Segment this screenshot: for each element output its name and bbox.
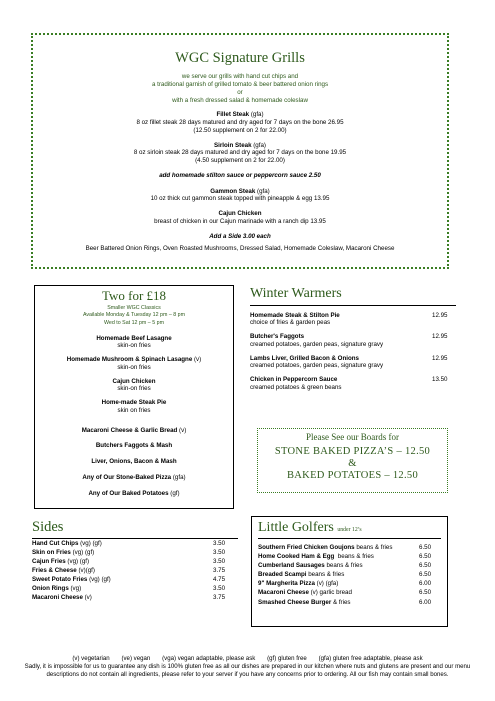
two-for-18-section [34, 285, 234, 509]
winter-item [250, 312, 456, 328]
side-name: Sweet Potato Fries [32, 576, 88, 584]
two-for-dish [35, 458, 233, 466]
golfers-title [258, 519, 441, 537]
grills-intro-line: a traditional garnish of grilled tomato & beer battered onion rings [151, 81, 329, 89]
side-name: Fries & Cheese [32, 567, 77, 575]
grills-sauce-note: add homemade stilton sauce or peppercorn sauce 2.50 [159, 171, 321, 179]
winter-item-desc: choice of fries & garden peas [250, 319, 331, 327]
two-for-dish [35, 442, 233, 450]
dish-tag: (gf) [168, 489, 180, 497]
grills-intro-line: we serve our grills with hand cut chips and [181, 73, 299, 81]
winter-item-desc: creamed potatoes, garden peas, signature gravy [250, 362, 384, 370]
side-tag: (vg) (gf) [65, 558, 90, 566]
side-item [32, 585, 238, 594]
side-tag: (v) [82, 594, 92, 602]
golfer-tag: beans & fries [354, 543, 393, 551]
golfer-price: 6.50 [419, 571, 432, 579]
side-item [32, 549, 238, 558]
golfers-title-text: Little Golfers [258, 520, 334, 535]
dish-sub: skin-on fries [117, 363, 151, 371]
grills-intro-line: with a fresh dressed salad & homemade coleslaw [172, 97, 308, 105]
dish-tag: (v) [192, 356, 202, 364]
golfer-tag: (v) (gfa) [314, 580, 339, 588]
golfer-item [258, 579, 441, 588]
divider [258, 538, 441, 539]
dietary-legend: (v) vegetarian (ve) vegan (vga) vegan adaptable, please ask (gf) gluten free (gfa) gluten free adaptable, please ask [72, 655, 423, 662]
grills-intro [33, 73, 447, 105]
two-for-availability [35, 305, 233, 326]
grill-item-name: Sirloin Steak [214, 141, 252, 149]
winter-item-price: 13.50 [432, 376, 448, 383]
winter-item [250, 355, 456, 371]
winter-item-price: 12.95 [432, 333, 448, 340]
side-price: 3.75 [213, 567, 226, 575]
dish-name: Macaroni Cheese & Garlic Bread [81, 426, 178, 434]
grill-item-supplement: (4.50 supplement on 2 for 22.00) [195, 157, 285, 165]
winter-item [250, 333, 456, 349]
two-for-dish [35, 474, 233, 482]
grill-item-desc: 8 oz fillet steak 28 days matured and dry aged for 7 days on the bone 26.95 [136, 119, 344, 127]
grills-intro-line: or [237, 89, 243, 97]
grills-side-list: Beer Battered Onion Rings, Oven Roasted Mushrooms, Dressed Salad, Homemade Coleslaw, Macaroni Cheese [85, 245, 395, 253]
divider [250, 305, 456, 306]
side-price: 3.50 [213, 558, 226, 566]
grill-item-tag: (gfa) [251, 141, 266, 149]
side-name: Cajun Fries [32, 558, 66, 566]
golfer-item [258, 588, 441, 597]
golfers-subtitle: under 12’s [337, 527, 362, 533]
boards-pizza-line: STONE BAKED PIZZA’S – 12.50 [274, 446, 431, 458]
winter-item-name: Lambs Liver, Grilled Bacon & Onions [250, 354, 359, 362]
side-price: 3.50 [213, 585, 226, 593]
golfer-tag: beans & fries [306, 571, 345, 579]
winter-item-desc: creamed potatoes & green beans [250, 383, 342, 391]
dish-tag: (v) [177, 426, 187, 434]
winter-item-name: Butcher's Faggots [250, 333, 305, 340]
grill-item-tag: (gfa) [255, 187, 270, 195]
two-for-sub-line: Wed to Sat 12 pm – 5 pm [104, 319, 164, 326]
little-golfers-section [251, 516, 448, 627]
side-price: 3.75 [213, 594, 226, 602]
dish-name: Any of Our Stone-Baked Pizza [82, 473, 172, 481]
dish-name: Cajun Chicken [112, 377, 156, 385]
golfer-price: 6.00 [419, 598, 432, 606]
golfer-name: Macaroni Cheese [258, 589, 309, 597]
side-tag: (vg) [68, 585, 82, 593]
side-tag: (vg) (gf) [78, 540, 102, 548]
golfer-price: 6.50 [419, 543, 432, 551]
dish-name: Butchers Faggots & Mash [95, 442, 173, 450]
two-for-dish [35, 490, 233, 498]
golfer-name: 9" Margherita Pizza [258, 580, 315, 588]
side-item [32, 540, 238, 549]
two-for-dish [35, 335, 233, 351]
side-price: 3.50 [213, 540, 226, 548]
golfer-tag: & fries [331, 598, 351, 606]
boards-notice [257, 428, 448, 493]
golfer-item [258, 552, 441, 561]
dish-sub: skin-on fries [117, 385, 151, 393]
boards-potatoes-line: BAKED POTATOES – 12.50 [287, 470, 418, 482]
side-name: Hand Cut Chips [32, 540, 79, 548]
two-for-dish [35, 399, 233, 415]
side-tag: (vg) (gf) [70, 549, 95, 557]
winter-item-desc: creamed potatoes, garden peas, signature gravy [250, 340, 384, 348]
two-for-title: Two for £18 [101, 288, 167, 303]
golfer-name: Home Cooked Ham & Egg [258, 552, 335, 560]
side-name: Onion Rings [32, 585, 69, 593]
dish-name: Liver, Onions, Bacon & Mash [91, 458, 177, 466]
sides-title: Sides [32, 519, 64, 535]
dish-sub: skin-on fries [117, 342, 151, 350]
golfer-item [258, 561, 441, 570]
grill-item-sirloin [33, 142, 447, 165]
golfer-price: 6.50 [419, 552, 432, 560]
winter-item-name: Homemade Steak & Stilton Pie [250, 311, 340, 319]
golfer-name: Smashed Cheese Burger [258, 598, 332, 606]
allergen-footer [10, 655, 485, 679]
side-item [32, 567, 238, 576]
golfer-tag: beans & fries [334, 552, 374, 560]
grills-title: WGC Signature Grills [175, 50, 305, 66]
winter-item-price: 12.95 [432, 354, 448, 362]
side-item [32, 594, 238, 603]
side-tag: (v)(gf) [76, 567, 95, 575]
dish-name: Home-made Steak Pie [101, 399, 167, 407]
side-price: 3.50 [213, 549, 226, 557]
two-for-sub-line: Available Monday & Tuesday 12 pm – 8 pm [82, 312, 186, 319]
sides-section [32, 518, 238, 603]
divider [32, 538, 238, 539]
grill-item-desc: breast of chicken in our Cajun marinade with a ranch dip 13.95 [154, 217, 326, 225]
dish-tag: (gfa) [171, 473, 186, 481]
golfer-tag: (v) garlic bread [308, 589, 352, 597]
grill-item-tag: (gfa) [249, 111, 264, 119]
two-for-sub-line: Smaller WGC Classics [107, 305, 161, 312]
grills-side-title: Add a Side 3.00 each [209, 232, 271, 240]
winter-title: Winter Warmers [250, 286, 342, 301]
dish-name: Homemade Beef Lasagne [96, 334, 172, 342]
golfer-name: Southern Fried Chicken Goujons [258, 543, 355, 551]
signature-grills-section [31, 33, 449, 269]
grill-item-gammon [33, 188, 447, 204]
winter-warmers-section [250, 285, 456, 398]
grill-item-cajun [33, 210, 447, 226]
dish-sub: skin on fries [117, 406, 151, 414]
side-name: Skin on Fries [32, 549, 71, 557]
golfer-item [258, 543, 441, 552]
boards-heading: Please See our Boards for [306, 432, 399, 442]
side-item [32, 558, 238, 567]
grill-item-fillet [33, 111, 447, 134]
grill-item-name: Fillet Steak [216, 111, 250, 119]
grill-item-supplement: (12.50 supplement on 2 for 22.00) [193, 126, 287, 134]
grill-item-desc: 10 oz thick cut gammon steak topped with pineapple & egg 13.95 [150, 195, 330, 203]
golfer-item [258, 570, 441, 579]
winter-item [250, 376, 456, 392]
golfer-name: Cumberland Sausages [258, 561, 325, 569]
two-for-dish [35, 356, 233, 372]
side-price: 4.75 [213, 576, 226, 584]
grill-item-name: Gammon Steak [210, 187, 256, 195]
dish-name: Homemade Mushroom & Spinach Lasagne [66, 356, 193, 364]
golfer-tag: beans & fries [324, 561, 363, 569]
golfer-price: 6.50 [419, 589, 432, 597]
golfer-name: Breaded Scampi [258, 571, 307, 579]
golfer-price: 6.50 [419, 561, 432, 569]
grill-item-desc: 8 oz sirloin steak 28 days matured and dry aged for 7 days on the bone 19.95 [133, 149, 347, 157]
winter-item-name: Chicken in Peppercorn Sauce [250, 376, 338, 383]
golfer-item [258, 598, 441, 607]
winter-item-price: 12.95 [432, 311, 448, 319]
two-for-dish [35, 378, 233, 394]
two-for-dish [35, 427, 233, 435]
side-item [32, 576, 238, 585]
allergen-notice: Sadly, it is impossible for us to guarantee any dish is 100% gluten free as all our dishes are prepared in our kitchen where nuts and glutens are present and our menu descriptions do not contain all ingredients, please refer to your server if you have any concerns prior to ordering. All our fish may contain small bones. [24, 663, 471, 679]
dish-name: Any of Our Baked Potatoes [88, 489, 169, 497]
boards-ampersand: & [348, 458, 357, 470]
side-name: Macaroni Cheese [32, 594, 83, 602]
grill-item-name: Cajun Chicken [218, 210, 262, 218]
side-tag: (vg) (gf) [87, 576, 111, 584]
golfer-price: 6.00 [419, 580, 432, 588]
